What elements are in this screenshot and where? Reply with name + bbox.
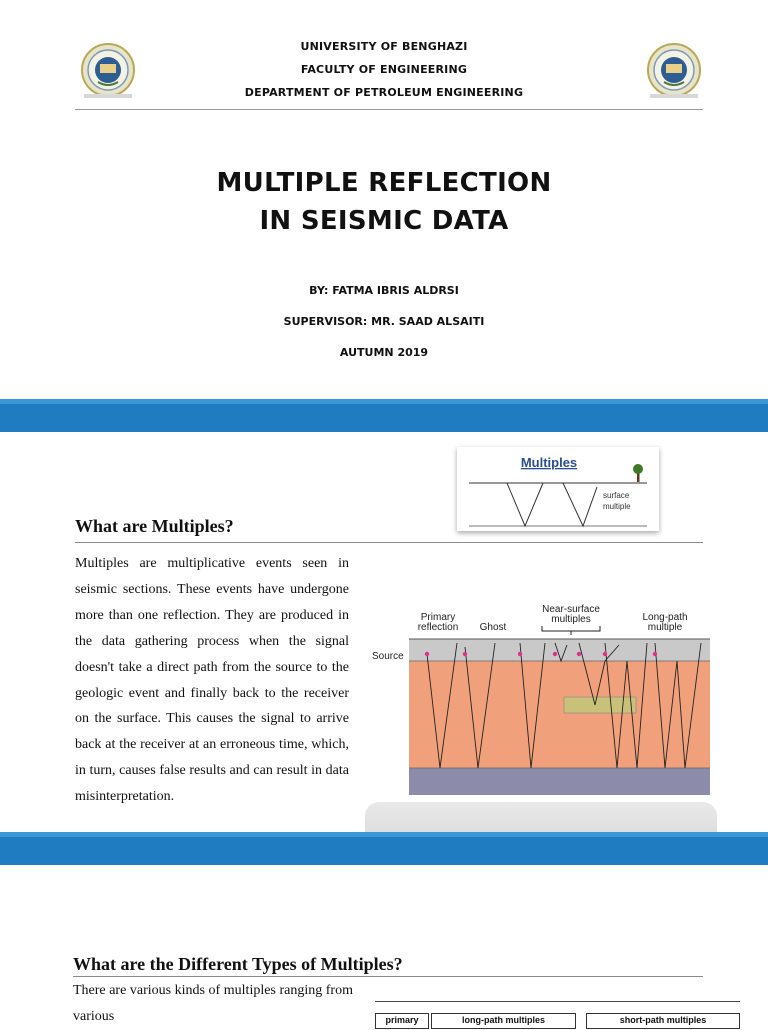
label-long-2: multiple (647, 622, 683, 633)
section-band-top (0, 399, 768, 432)
section1-rule (75, 542, 703, 543)
header-university: UNIVERSITY OF BENGHAZI (300, 40, 468, 53)
term-line: AUTUMN 2019 (339, 346, 429, 359)
table-header-short-path (586, 1013, 740, 1029)
document-title-line1: MULTIPLE REFLECTION (216, 168, 552, 198)
label-near-2: multiples (551, 614, 591, 625)
section2-paragraph: There are various kinds of multiples ranging from various (73, 983, 353, 1024)
figure-small-title: Multiples (520, 455, 578, 470)
document-title-line2: IN SEISMIC DATA (259, 206, 509, 236)
label-primary-2: reflection (417, 622, 459, 633)
multiples-types-table (375, 1001, 740, 1025)
section1-paragraph: Multiples are multiplicative events seen in seismic sections. These events have undergone more than one reflection. They are produced in the data gathering process when the signal doesn't take a direct path from the source to the geologic event and finally back to the receiver on the surface. This causes the signal to arrive back at the receiver at an erroneous time, which, in turn, causes false results and can result in data misinterpretation. (75, 556, 349, 805)
table-header-primary-label: primary (385, 1015, 419, 1025)
section2-heading: What are the Different Types of Multiples? (73, 954, 403, 974)
table-header-short-path-label: short-path multiples (619, 1015, 707, 1025)
header-department: DEPARTMENT OF PETROLEUM ENGINEERING (244, 86, 524, 99)
section1-heading: What are Multiples? (75, 516, 234, 536)
header-divider (75, 109, 703, 110)
label-source: Source (372, 651, 404, 662)
section2-rule (73, 976, 703, 977)
seismic-multiples-diagram (365, 595, 717, 801)
figure-small-label-1: surface (603, 491, 630, 500)
table-header-long-path-label: long-path multiples (462, 1015, 545, 1025)
label-primary-1: Primary (420, 612, 456, 623)
header-faculty: FACULTY OF ENGINEERING (300, 63, 468, 76)
author-line: BY: FATMA IBRIS ALDRSI (309, 284, 459, 297)
multiples-figure-small (457, 447, 659, 531)
label-ghost: Ghost (479, 622, 507, 633)
supervisor-line: SUPERVISOR: MR. SAAD ALSAITI (283, 315, 485, 328)
label-long-1: Long-path (642, 612, 688, 623)
label-near-1: Near-surface (542, 604, 600, 615)
section-band-middle (0, 832, 768, 865)
figure-small-label-2: multiple (603, 502, 631, 511)
table-header-long-path (431, 1013, 576, 1029)
table-header-primary (375, 1013, 429, 1029)
